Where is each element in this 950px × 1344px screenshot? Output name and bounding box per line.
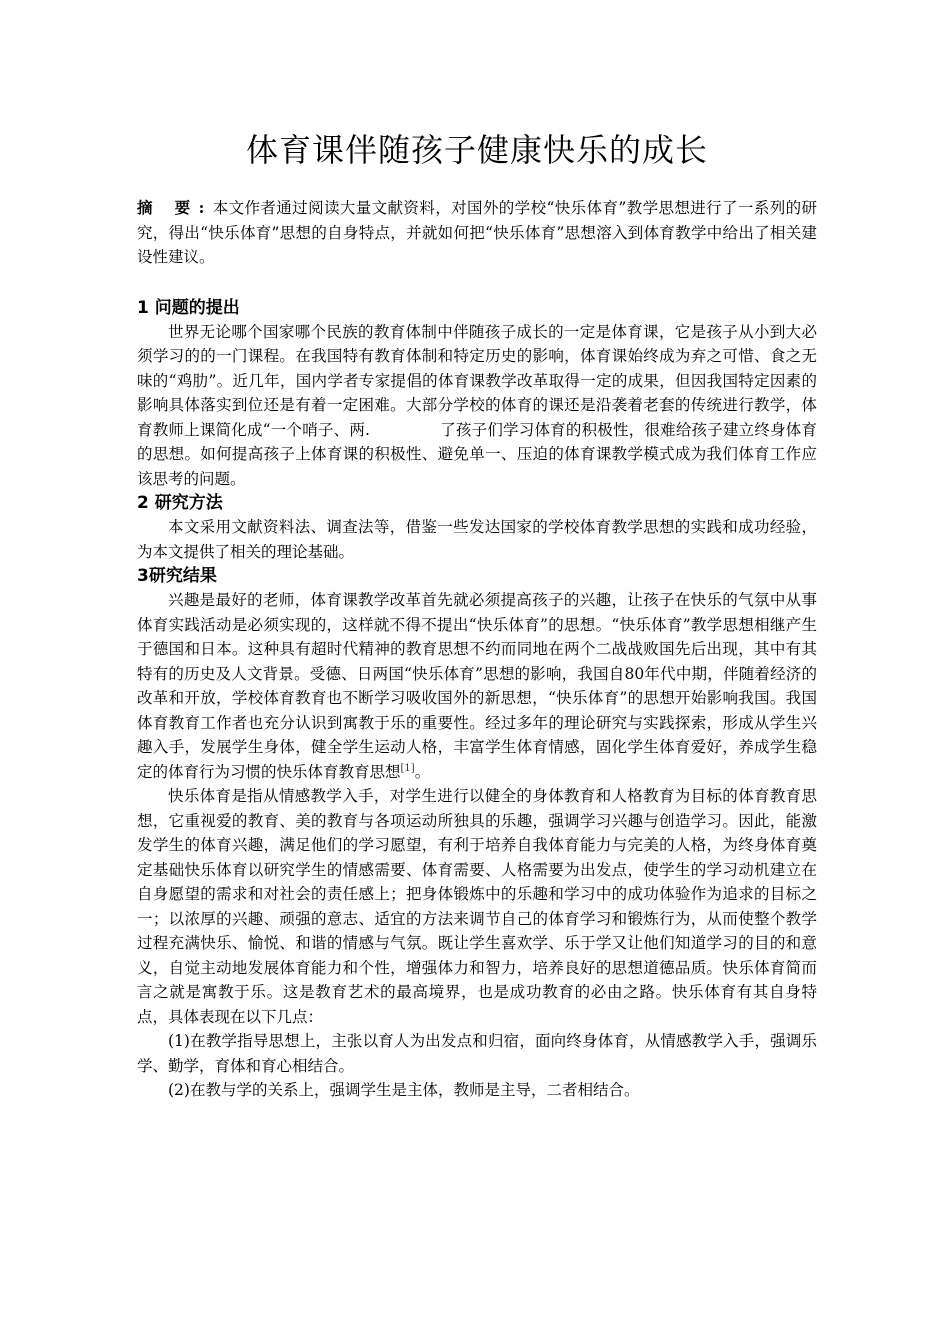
section-3-paragraph-1 [137,588,817,784]
section-1-text-part1: 世界无论哪个国家哪个民族的教育体制中伴随孩子成长的一定是体育课，它是孩子从小到大必须学习的的一门课程。在我国特有教育体制和特定历史的影响，体育课始终成为弃之可惜、食之无味的“鸡肋”。近几年，国内学者专家提倡的体育课教学改革取得一定的成果，但因我国特定因素的影响具体落实到位还是有着一定困难。大部分学校的体育的课还是沿袭着老套的传统进行教学，体育教师上课简化成“一个哨子、两. [137,322,817,439]
citation-1: [1] [400,762,415,774]
section-3-text-end: 。 [414,762,431,781]
section-3-text: 兴趣是最好的老师，体育课教学改革首先就必须提高孩子的兴趣，让孩子在快乐的气氛中从事体育实践活动是必须实现的，这样就不得不提出“快乐体育”的思想。“快乐体育”教学思想相继产生于德国和日本。这种具有超时代精神的教育思想不约而同地在两个二战战败国先后出现，其中有其特有的历史及人文背景。受德、日两国“快乐体育”思想的影响，我国自80年代中期，伴随着经济的改革和开放，学校体育教育也不断学习吸收国外的新思想，“快乐体育”的思想开始影响我国。我国体育教育工作者也充分认识到寓教于乐的重要性。经过多年的理论研究与实践探索，形成从学生兴趣入手，发展学生身体，健全学生运动人格，丰富学生体育情感，固化学生体育爱好，养成学生稳定的体育行为习惯的快乐体育教育思想 [137,591,817,781]
section-heading-3: 3研究结果 [137,566,217,586]
abstract [137,196,817,270]
abstract-label: 摘 要: [137,198,213,217]
section-2-paragraph: 本文采用文献资料法、调查法等，借鉴一些发达国家的学校体育教学思想的实践和成功经验，为本文提供了相关的理论基础。 [137,518,817,561]
list-item-1: (1)在教学指导思想上，主张以育人为出发点和归宿，面向终身体育，从情感教学入手，强调乐学、勤学，育体和育心相结合。 [137,1032,817,1075]
section-heading-1: 1 问题的提出 [137,297,240,318]
abstract-text: 本文作者通过阅读大量文献资料，对国外的学校“快乐体育”教学思想进行了一系列的研究，得出“快乐体育”思想的自身特点，并就如何把“快乐体育”思想溶入到体育教学中给出了相关建设性建议。 [137,199,817,266]
section-3-paragraph-2: 快乐体育是指从情感教学入手，对学生进行以健全的身体教育和人格教育为目标的体育教育思想，它重视爱的教育、美的教育与各项运动所独具的乐趣，强调学习兴趣与创造学习。因此，能激发学生的体育兴趣，满足他们的学习愿望，有利于培养自我体育能力与完美的人格，为终身体育奠定基础快乐体育以研究学生的情感需要、体育需要、人格需要为出发点，使学生的学习动机建立在自身愿望的需求和对社会的责任感上；把身体锻炼中的乐趣和学习中的成功体验作为追求的目标之一；以浓厚的兴趣、顽强的意志、适宜的方法来调节自己的体育学习和锻炼行为，从而使整个教学过程充满快乐、愉悦、和谐的情感与气氛。既让学生喜欢学、乐于学又让他们知道学习的目的和意义，自觉主动地发展体育能力和个性，增强体力和智力，培养良好的思想道德品质。快乐体育简而言之就是寓教于乐。这是教育艺术的最高境界，也是成功教育的必由之路。快乐体育有其自身特点，具体表现在以下几点： [137,787,817,1026]
section-1-text-part2: 了孩子们学习体育的积极性，很难给孩子建立终身体育的思想。如何提高孩子上体育课的积极性、避免单一、压迫的体育课教学模式成为我们体育工作应该思考的问题。 [137,420,817,488]
section-1-paragraph [137,320,817,492]
section-heading-2: 2 研究方法 [137,493,223,513]
list-item-2: (2)在教与学的关系上，强调学生是主体，教师是主导，二者相结合。 [168,1081,640,1099]
document-page [137,0,817,1103]
document-title: 体育课伴随孩子健康快乐的成长 [245,131,708,169]
